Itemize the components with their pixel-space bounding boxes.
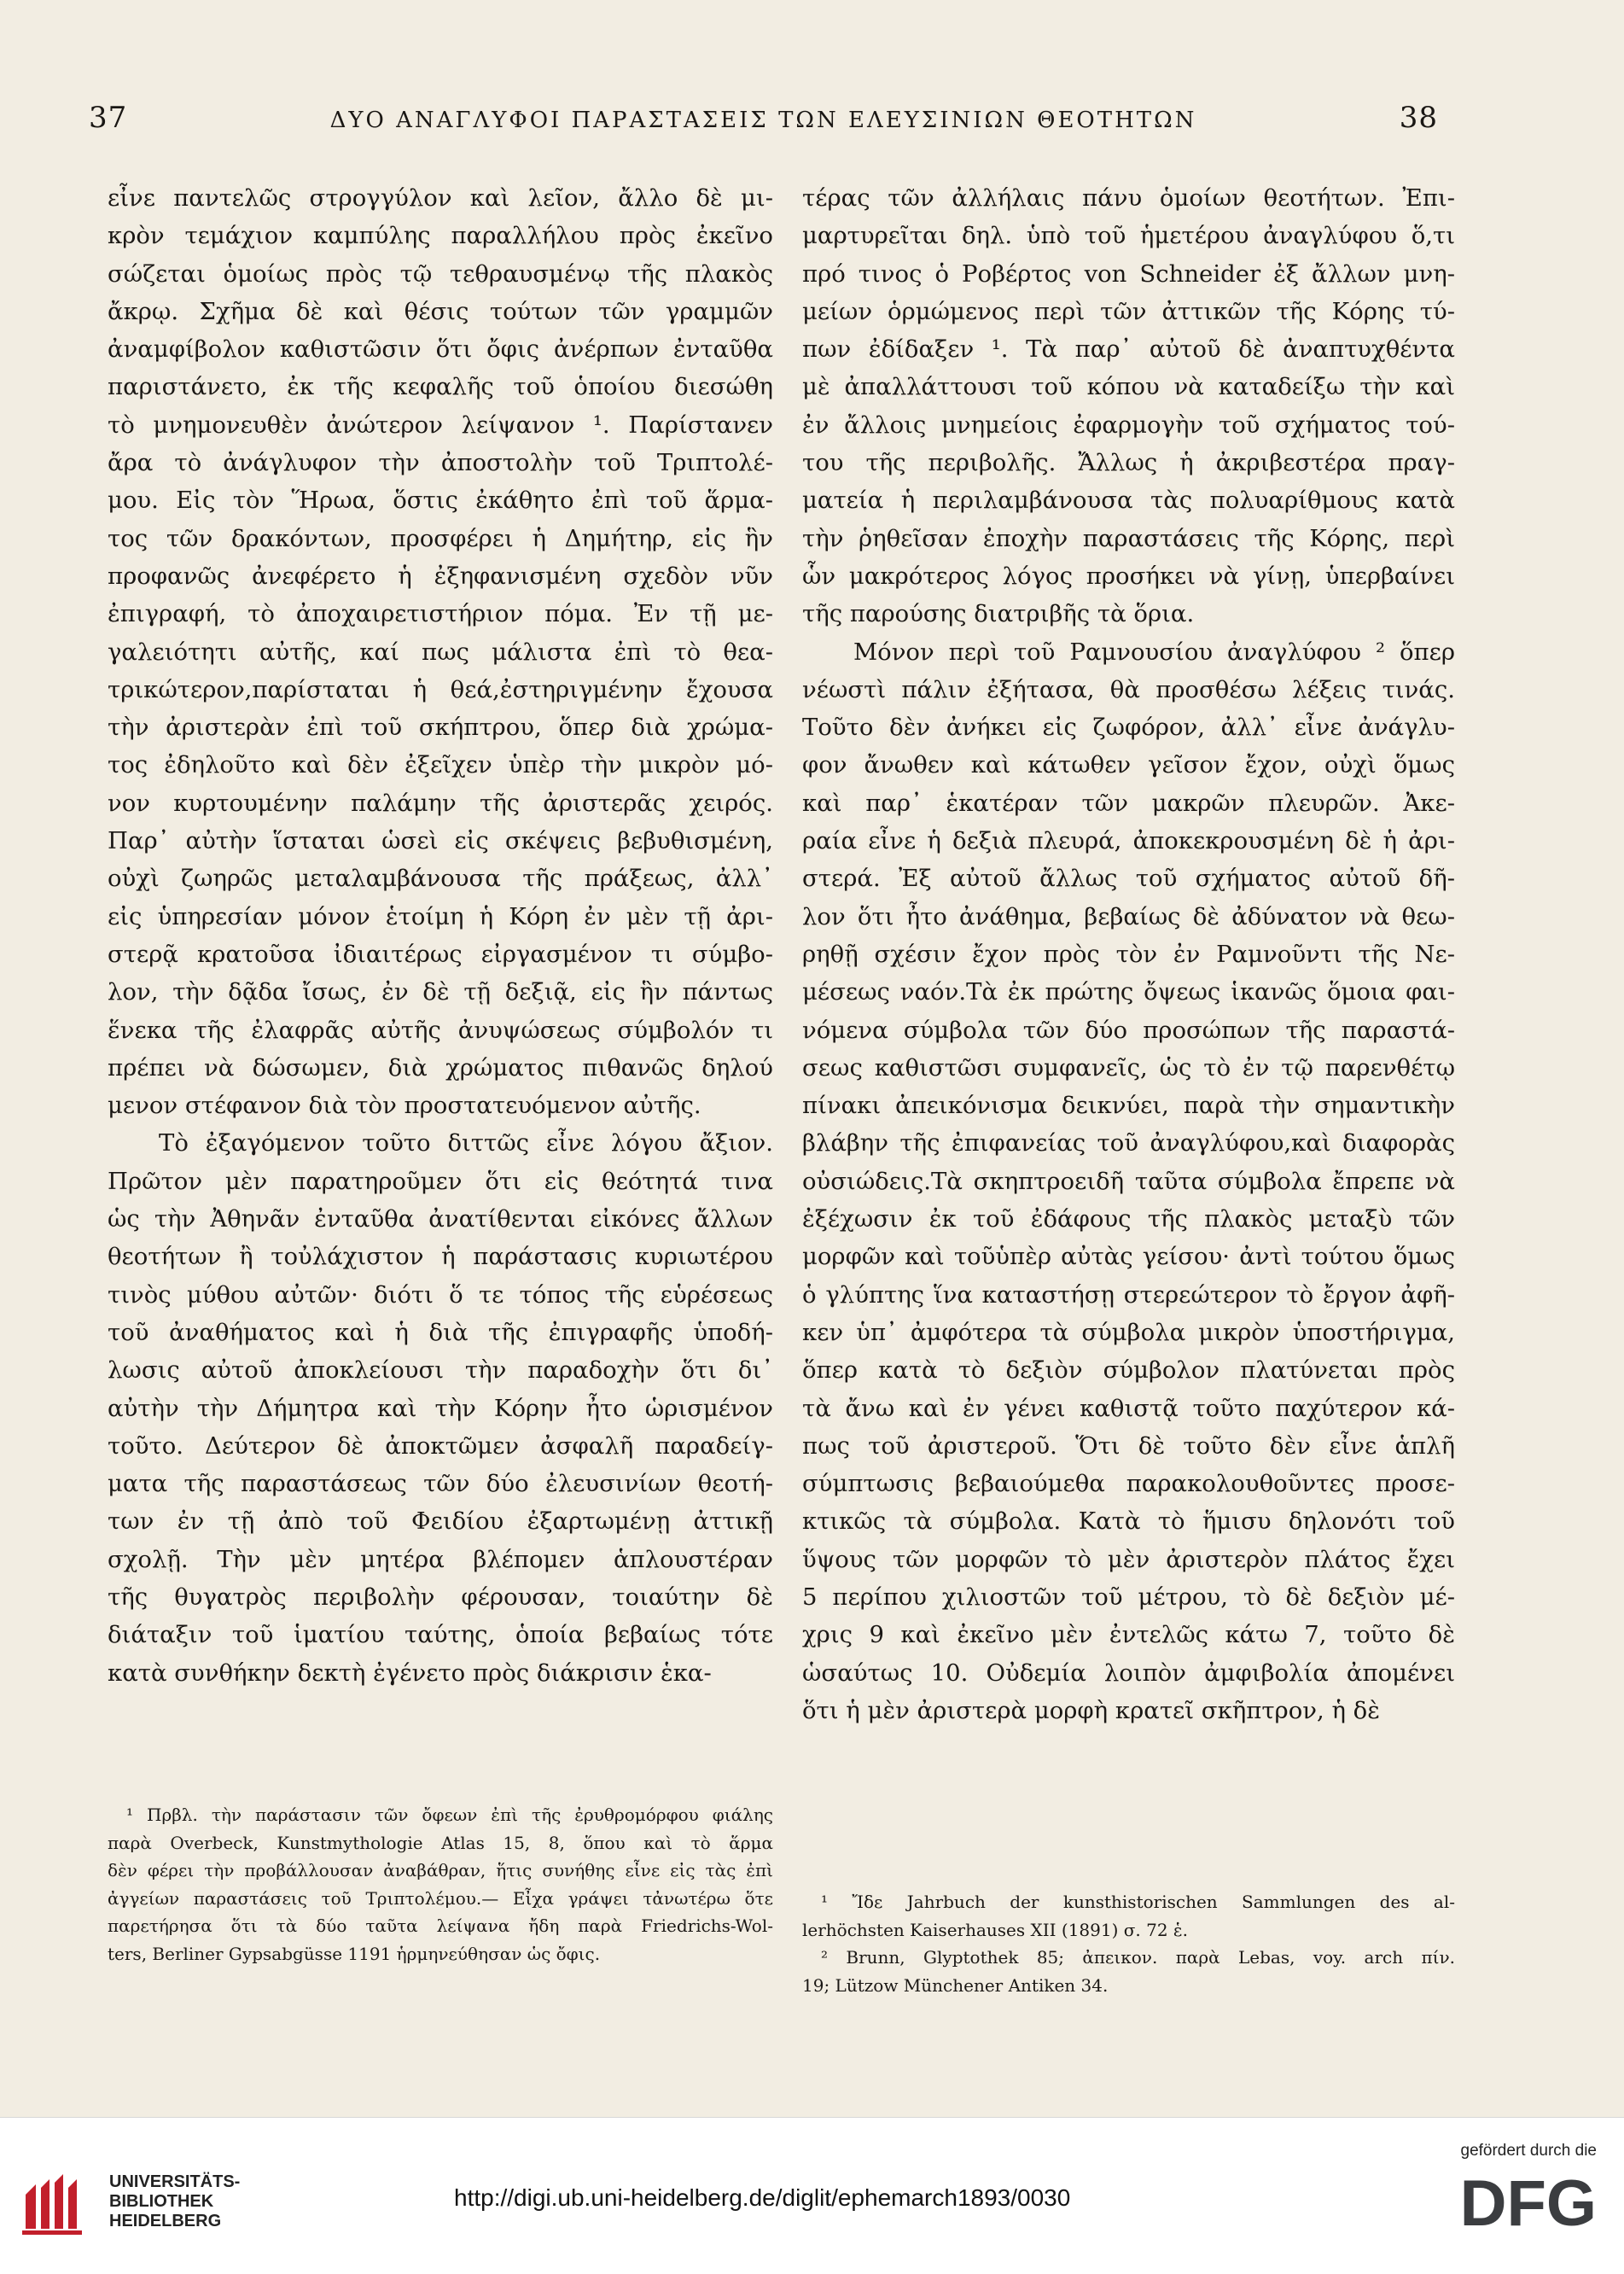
text-line: σύμπτωσις βεβαιούμεθα παρακολουθοῦντες προσε-: [802, 1470, 1455, 1498]
text-line: σχολῇ. Τὴν μὲν μητέρα βλέπομεν ἁπλουστέραν: [108, 1545, 773, 1573]
text-line: τὸ μνημονευθὲν ἀνώτερον λείψανον ¹. Παρίστανεν: [108, 411, 773, 439]
text-line: τοῦτο. Δεύτερον δὲ ἀποκτῶμεν ἀσφαλῆ παραδείγ-: [108, 1431, 773, 1460]
running-title: ΔΥΟ ΑΝΑΓΛΥΦΟΙ ΠΑΡΑΣΤΑΣΕΙΣ ΤΩΝ ΕΛΕΥΣΙΝΙΩΝ ΘΕΟΤΗΤΩΝ: [329, 108, 1197, 133]
text-line: νέωστὶ πάλιν ἐξήτασα, θὰ προσθέσω λέξεις τινάς.: [802, 675, 1455, 703]
text-line: ρηθῇ σχέσιν ἔχον πρὸς τὸν ἐν Ραμνοῦντι τῆς Νε-: [802, 940, 1455, 968]
text-line: ὅπερ κατὰ τὸ δεξιὸν σύμβολον πλατύνεται πρὸς: [802, 1356, 1455, 1385]
text-line: φον ἄνωθεν καὶ κάτωθεν γεῖσον ἔχον, οὐχὶ ὅμως: [802, 751, 1455, 779]
text-line: του τῆς περιβολῆς. Ἄλλως ἡ ἀκριβεστέρα πραγ-: [802, 449, 1455, 477]
text-line: πρέπει νὰ δώσωμεν, διὰ χρώματος πιθανῶς δηλού: [108, 1053, 773, 1082]
funding-credit: [1443, 2142, 1597, 2232]
library-name-line: BIBLIOTHEK: [109, 2192, 214, 2211]
library-name: [109, 2172, 240, 2231]
text-line: πρό τινος ὁ Ροβέρτος von Schneider ἐξ ἄλλων μνη-: [802, 259, 1455, 288]
text-line: μέσεως ναόν.Τὰ ἐκ πρώτης ὄψεως ἱκανῶς ὅμοια φαι-: [802, 978, 1455, 1006]
text-line: χρις 9 καὶ ἐκεῖνο μὲν ἐντελῶς κάτω 7, τοῦτο δὲ: [802, 1621, 1455, 1649]
text-line: τὰ ἄνω καὶ ἐν γένει καθιστᾷ τοῦτο παχύτερον κά-: [802, 1394, 1455, 1422]
text-line: 5 περίπου χιλιοστῶν τοῦ μέτρου, τὸ δὲ δεξιὸν μέ-: [802, 1583, 1455, 1611]
text-line: μὲ ἀπαλλάττουσι τοῦ κόπου νὰ καταδείξω τὴν καὶ: [802, 373, 1455, 401]
dfg-logo-text: DFG: [1459, 2172, 1597, 2232]
text-line: ὧν μακρότερος λόγος προσήκει νὰ γίνῃ, ὑπερβαίνει: [802, 562, 1455, 590]
text-line: στερά. Ἐξ αὐτοῦ ἄλλως τοῦ σχήματος αὐτοῦ δῆ-: [802, 865, 1455, 893]
text-line: τῆς παρούσης διατριβῆς τὰ ὅρια.: [802, 600, 1195, 628]
text-line: πων ἐδίδαξεν ¹. Τὰ παρ᾽ αὐτοῦ δὲ ἀναπτυχθέντα: [802, 335, 1455, 364]
footnote-line: ters, Berliner Gypsabgüsse 1191 ἡρμηνεύθησαν ὡς ὄφις.: [108, 1943, 601, 1964]
footnote-line: ¹ Ἴδε Jahrbuch der kunsthistorischen Sammlungen des al-: [821, 1892, 1455, 1912]
text-line: σώζεται ὁμοίως πρὸς τῷ τεθραυσμένῳ τῆς πλακὸς: [108, 259, 773, 288]
footnote-line: ² Brunn, Glyptothek 85; ἀπεικον. παρὰ Lebas, voy. arch πίν.: [821, 1947, 1455, 1968]
text-line: Μόνον περὶ τοῦ Ραμνουσίου ἀναγλύφου ² ὅπερ: [853, 638, 1455, 666]
text-line: ἐν ἄλλοις μνημείοις ἐφαρμογὴν τοῦ σχήματος τού-: [802, 411, 1455, 439]
text-line: τινὸς μύθου αὐτῶν· διότι ὅ τε τόπος τῆς εὑρέσεως: [108, 1280, 773, 1309]
text-line: ὡς τὴν Ἀθηνᾶν ἐνταῦθα ἀνατίθενται εἰκόνες ἄλλων: [108, 1205, 773, 1233]
text-line: Παρ᾽ αὐτὴν ἵσταται ὡσεὶ εἰς σκέψεις βεβυθισμένη,: [108, 827, 773, 855]
text-line: τὴν ῥηθεῖσαν ἐποχὴν παραστάσεις τῆς Κόρης, περὶ: [802, 524, 1455, 552]
text-line: κτικῶς τὰ σύμβολα. Κατὰ τὸ ἥμισυ δηλονότι τοῦ: [802, 1507, 1455, 1536]
text-line: τος τῶν δρακόντων, προσφέρει ἡ Δημήτηρ, εἰς ἣν: [108, 524, 773, 552]
text-line: ἄκρῳ. Σχῆμα δὲ καὶ θέσις τούτων τῶν γραμμῶν: [108, 297, 773, 325]
text-line: λον, τὴν δᾷδα ἴσως, ἐν δὲ τῇ δεξιᾷ, εἰς ἣν πάντως: [108, 978, 773, 1006]
page-number-left: 37: [89, 101, 128, 135]
text-line: ἄρα τὸ ἀνάγλυφον τὴν ἀποστολὴν τοῦ Τριπτολέ-: [108, 449, 773, 477]
text-line: λωσις αὐτοῦ ἀποκλείουσι τὴν παραδοχὴν ὅτι δι᾽: [108, 1356, 773, 1385]
dfg-logo-icon: [1443, 2172, 1597, 2232]
text-line: μείων ὁρμώμενος περὶ τῶν ἀττικῶν τῆς Κόρης τύ-: [802, 297, 1455, 325]
left-column-text: [108, 179, 773, 1692]
text-line: μορφῶν καὶ τοῦὑπὲρ αὐτὰς γείσου· ἀντὶ τούτου ὅμως: [802, 1243, 1455, 1271]
text-line: κεν ὑπ᾽ ἀμφότερα τὰ σύμβολα μικρὸν ὑποστήριγμα,: [802, 1318, 1455, 1346]
text-line: διάταξιν τοῦ ἱματίου ταύτης, ὁποία βεβαίως τότε: [108, 1621, 773, 1649]
text-line: βλάβην τῆς ἐπιφανείας τοῦ ἀναγλύφου,καὶ διαφορὰς: [802, 1129, 1455, 1157]
text-line: τος ἐδηλοῦτο καὶ δὲν ἐξεῖχεν ὑπὲρ τὴν μικρὸν μό-: [108, 751, 773, 779]
university-library-logo-icon: [19, 2169, 92, 2237]
text-line: ὕψους τῶν μορφῶν τὸ μὲν ἀριστερὸν πλάτος ἔχει: [802, 1545, 1455, 1573]
text-line: κατὰ συνθήκην δεκτὴ ἐγένετο πρὸς διάκρισιν ἑκα-: [108, 1659, 712, 1687]
text-line: Τὸ ἐξαγόμενον τοῦτο διττῶς εἶνε λόγου ἄξιον.: [159, 1129, 773, 1157]
text-line: ἀναμφίβολον καθιστῶσιν ὅτι ὄφις ἀνέρπων ἐνταῦθα: [108, 335, 773, 364]
text-line: παριστάνετο, ἐκ τῆς κεφαλῆς τοῦ ὁποίου διεσώθη: [108, 373, 773, 401]
text-line: ὡσαύτως 10. Οὐδεμία λοιπὸν ἀμφιβολία ἀπομένει: [802, 1659, 1455, 1687]
running-header: [89, 101, 1438, 152]
footnote-line: δὲν φέρει τὴν προβάλλουσαν ἀναβάθραν, ἥτις συνήθης εἶνε εἰς τὰς ἐπὶ: [108, 1860, 773, 1880]
text-line: μενον στέφανον διὰ τὸν προστατευόμενον αὐτῆς.: [108, 1092, 701, 1120]
text-line: ἐπιγραφή, τὸ ἀποχαιρετιστήριον πόμα. Ἐν τῇ με-: [108, 600, 773, 628]
text-line: νον κυρτουμένην παλάμην τῆς ἀριστερᾶς χειρός.: [108, 789, 773, 817]
text-line: ὁ γλύπτης ἵνα καταστήσῃ στερεώτερον τὸ ἔργον ἀφῆ-: [802, 1280, 1455, 1309]
text-line: κρὸν τεμάχιον καμπύλης παραλλήλου πρὸς ἐκεῖνο: [108, 222, 773, 250]
library-name-line: UNIVERSITÄTS-: [109, 2172, 241, 2191]
footnote-line: 19; Lützow Münchener Antiken 34.: [802, 1974, 1109, 1996]
right-column-text: [802, 179, 1455, 1729]
right-footnotes: [802, 1888, 1455, 1999]
text-line: ἐξέχωσιν ἐκ τοῦ ἐδάφους τῆς πλακὸς μεταξὺ τῶν: [802, 1205, 1455, 1233]
text-line: μου. Εἰς τὸν Ἥρωα, ὅστις ἐκάθητο ἐπὶ τοῦ ἅρμα-: [108, 487, 773, 515]
library-name-line: HEIDELBERG: [109, 2212, 222, 2230]
text-line: των ἐν τῇ ἀπὸ τοῦ Φειδίου ἐξαρτωμένῃ ἀττικῇ: [108, 1507, 773, 1536]
text-line: τὴν ἀριστερὰν ἐπὶ τοῦ σκήπτρου, ὅπερ διὰ χρώμα-: [108, 714, 773, 742]
text-line: ἕνεκα τῆς ἐλαφρᾶς αὐτῆς ἀνυψώσεως σύμβολόν τι: [108, 1016, 773, 1044]
page-number-right: 38: [1399, 101, 1438, 135]
text-line: θεοτήτων ἢ τοὐλάχιστον ἡ παράστασις κυριωτέρου: [108, 1243, 773, 1271]
footnote-line: ἀγγείων παραστάσεις τοῦ Τριπτολέμου.— Εἶχα γράψει τἀνωτέρω ὅτε: [108, 1887, 773, 1909]
text-line: Τοῦτο δὲν ἀνήκει εἰς ζωφόρον, ἀλλ᾽ εἶνε ἀνάγλυ-: [802, 714, 1455, 742]
text-line: εἰς ὑπηρεσίαν μόνον ἑτοίμη ἡ Κόρη ἐν μὲν τῇ ἀρι-: [108, 902, 773, 930]
text-line: πως τοῦ ἀριστεροῦ. Ὅτι δὲ τοῦτο δὲν εἶνε ἁπλῆ: [802, 1431, 1455, 1460]
text-line: σεως καθιστῶσι συμφανεῖς, ὡς τὸ ἐν τῷ παρενθέτῳ: [802, 1053, 1455, 1082]
footnote-line: παρὰ Overbeck, Kunstmythologie Atlas 15, 8, ὅπου καὶ τὸ ἅρμα: [108, 1832, 773, 1853]
footnote-line: lerhöchsten Kaiserhauses XII (1891) σ. 72 ἑ.: [802, 1919, 1189, 1940]
footnote-line: ¹ Πρβλ. τὴν παράστασιν τῶν ὄφεων ἐπὶ τῆς ἐρυθρομόρφου φιάλης: [126, 1805, 773, 1825]
text-line: καὶ παρ᾽ ἑκατέραν τῶν μακρῶν πλευρῶν. Ἀκε-: [802, 789, 1455, 817]
text-line: γαλειότητι αὐτῆς, καί πως μάλιστα ἐπὶ τὸ θεα-: [108, 638, 773, 666]
funding-label: gefördert durch die: [1460, 2142, 1597, 2160]
source-url-link[interactable]: http://digi.ub.uni-heidelberg.de/diglit/ephemarch1893/0030: [454, 2184, 1071, 2211]
text-line: τέρας τῶν ἀλλήλαις πάνυ ὁμοίων θεοτήτων. Ἐπι-: [802, 184, 1455, 212]
left-footnotes: [108, 1801, 773, 1968]
text-line: οὐσιώδεις.Τὰ σκηπτροειδῆ ταῦτα σύμβολα ἔπρεπε νὰ: [802, 1167, 1455, 1195]
text-line: ματεία ἡ περιλαμβάνουσα τὰς πολυαρίθμους κατὰ: [802, 487, 1455, 515]
text-line: νόμενα σύμβολα τῶν δύο προσώπων τῆς παραστά-: [802, 1016, 1455, 1044]
text-line: ραία εἶνε ἡ δεξιὰ πλευρά, ἀποκεκρουσμένη δὲ ἡ ἀρι-: [802, 827, 1455, 855]
text-line: ματα τῆς παραστάσεως τῶν δύο ἐλευσινίων θεοτή-: [108, 1470, 773, 1498]
text-line: αὐτὴν τὴν Δήμητρα καὶ τὴν Κόρην ἦτο ὡρισμένον: [108, 1394, 773, 1422]
text-line: προφανῶς ἀνεφέρετο ἡ ἐξηφανισμένη σχεδὸν νῦν: [108, 562, 773, 590]
text-line: μαρτυρεῖται δηλ. ὑπὸ τοῦ ἡμετέρου ἀναγλύφου ὅ,τι: [802, 222, 1455, 250]
text-line: ὅτι ἡ μὲν ἀριστερὰ μορφὴ κρατεῖ σκῆπτρον, ἡ δὲ: [802, 1696, 1380, 1724]
footer-bar: [0, 2117, 1624, 2274]
text-line: τοῦ ἀναθήματος καὶ ἡ διὰ τῆς ἐπιγραφῆς ὑποδή-: [108, 1318, 773, 1346]
text-line: Πρῶτον μὲν παρατηροῦμεν ὅτι εἰς θεότητά τινα: [108, 1167, 773, 1195]
text-line: στερᾷ κρατοῦσα ἰδιαιτέρως εἰργασμένον τι σύμβο-: [108, 940, 773, 968]
footnote-line: παρετήρησα ὅτι τὰ δύο ταῦτα λείψανα ἤδη παρὰ Friedrichs-Wol-: [108, 1915, 773, 1936]
text-line: τῆς θυγατρὸς περιβολὴν φέρουσαν, τοιαύτην δὲ: [108, 1583, 773, 1611]
text-line: πίνακι ἀπεικόνισμα δεικνύει, παρὰ τὴν σημαντικὴν: [802, 1092, 1455, 1120]
text-line: λον ὅτι ἦτο ἀνάθημα, βεβαίως δὲ ἀδύνατον νὰ θεω-: [802, 902, 1455, 930]
text-line: τρικώτερον,παρίσταται ἡ θεά,ἐστηριγμένην ἔχουσα: [108, 675, 773, 703]
text-line: οὐχὶ ζωηρῶς μεταλαμβάνουσα τῆς πράξεως, ἀλλ᾽: [108, 865, 773, 893]
text-line: εἶνε παντελῶς στρογγύλον καὶ λεῖον, ἄλλο δὲ μι-: [108, 184, 773, 212]
